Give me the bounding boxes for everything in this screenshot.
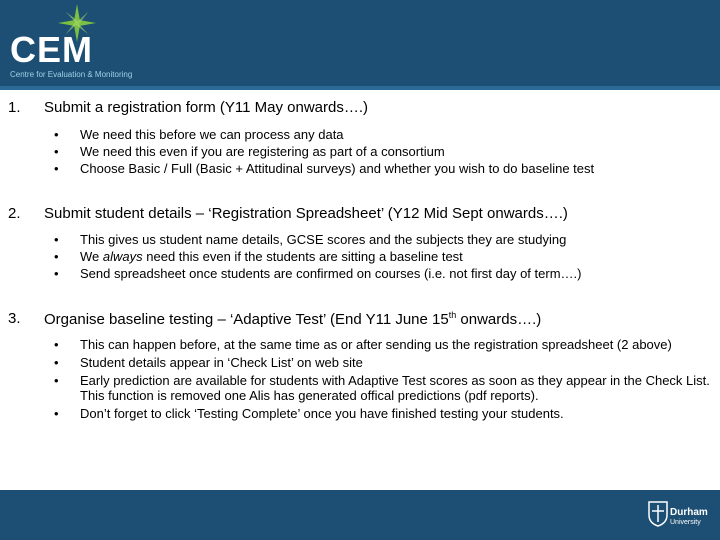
item-heading: Submit student details – ‘Registration Spreadsheet’ (Y12 Mid Sept onwards….) <box>44 205 568 222</box>
header-stripe <box>0 86 720 90</box>
bullet: • Don’t forget to click ‘Testing Complete’ once you have finished testing your students. <box>54 406 564 421</box>
bullet-list <box>0 127 720 176</box>
bullet: • Early prediction are available for students with Adaptive Test scores as soon as they appear in the Check List. This function is removed one Alis has generated offical predictions (pdf reports). <box>54 373 710 403</box>
university-label: University <box>670 519 701 526</box>
bullet: • Send spreadsheet once students are confirmed on courses (i.e. not first day of term….) <box>54 266 582 281</box>
bullet: • Student details appear in ‘Check List’ on web site <box>54 355 363 370</box>
item-number: 3. <box>8 310 21 327</box>
item-heading: Submit a registration form (Y11 May onwards….) <box>44 99 369 116</box>
bullet: • Choose Basic / Full (Basic + Attitudinal surveys) and whether you wish to do baseline test <box>54 161 595 176</box>
item-number: 2. <box>8 205 21 222</box>
bullet: • We need this even if you are registering as part of a consortium <box>54 144 445 159</box>
bullet-list <box>0 337 720 421</box>
bullet: • We always need this even if the students are sitting a baseline test <box>54 249 463 264</box>
bullet: • We need this before we can process any data <box>54 127 344 142</box>
item-number: 1. <box>8 99 21 116</box>
university-name: Durham <box>670 507 708 518</box>
shield-icon <box>648 501 668 527</box>
bullet: • This gives us student name details, GCSE scores and the subjects they are studying <box>54 232 567 247</box>
item-heading: Organise baseline testing – ‘Adaptive Test’ (End Y11 June 15th onwards….) <box>44 310 542 328</box>
bullet-list <box>0 232 720 281</box>
bullet: • This can happen before, at the same time as or after sending us the registration spreadsheet (2 above) <box>54 337 672 352</box>
logo-subtitle: Centre for Evaluation & Monitoring <box>10 70 133 79</box>
logo-text: CEM <box>10 29 93 70</box>
footer-banner <box>0 490 720 540</box>
header-banner <box>0 0 720 90</box>
durham-logo <box>648 495 712 537</box>
